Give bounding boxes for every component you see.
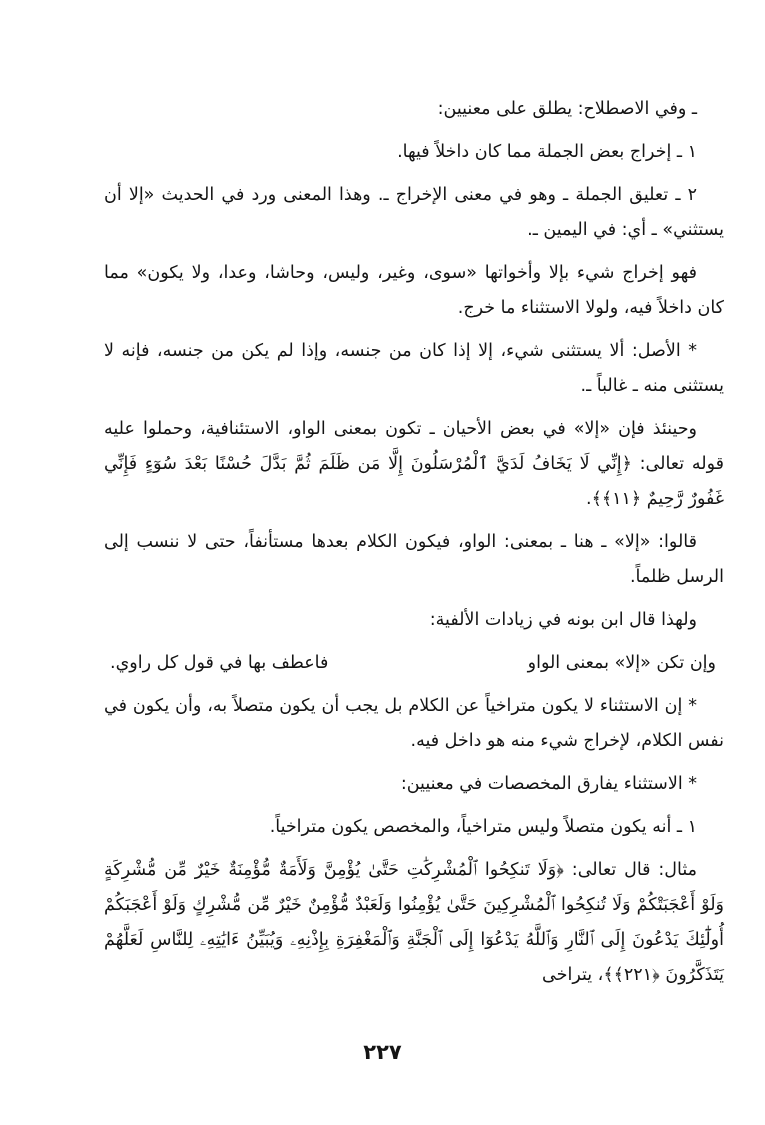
paragraph-definition-intro: ـ وفي الاصطلاح: يطلق على معنيين: — [437, 99, 697, 119]
paragraph-meaning-one: ١ ـ إخراج بعض الجملة مما كان داخلاً فيها. — [397, 142, 697, 162]
paragraph-example: مثال: قال تعالى: ﴿وَلَا تَنكِحُوا ٱلْمُشْرِكَٰتِ حَتَّىٰ يُؤْمِنَّ وَلَأَمَةٌ مُّؤْمِنَةٌ خَيْرٌ مِّن مُّشْرِكَةٍ وَلَوْ أَعْجَبَتْكُمْ وَلَا تُنكِحُوا ٱلْمُشْرِكِينَ حَتَّىٰ يُؤْمِنُوا وَلَعَبْدٌ مُّؤْمِنٌ خَيْرٌ مِّن مُّشْرِكٍ وَلَوْ أَعْجَبَكُمْ أُولَٰٓئِكَ يَدْعُونَ إِلَى ٱلنَّارِ وَٱللَّهُ يَدْعُوٓا إِلَى ٱلْجَنَّةِ وَٱلْمَغْفِرَةِ بِإِذْنِهِۦ وَيُبَيِّنُ ءَايَٰتِهِۦ لِلنَّاسِ لَعَلَّهُمْ يَتَذَكَّرُونَ ﴿٢٢١﴾﴾، يتراخى — [104, 860, 724, 985]
paragraph-said-illa: قالوا: «إلا» ـ هنا ـ بمعنى: الواو، فيكون الكلام بعدها مستأنفاً، حتى لا ننسب إلى الرسل ظلماً. — [104, 532, 724, 587]
paragraph-connection-rule: * إن الاستثناء لا يكون متراخياً عن الكلام بل يجب أن يكون متصلاً به، وأن يكون في نفس الكلام، لإخراج شيء منه هو داخل فيه. — [104, 696, 724, 751]
verse-second-hemistich: فاعطف بها في قول كل راوي. — [110, 653, 329, 673]
poetry-verse — [104, 646, 724, 681]
page-body — [104, 92, 724, 993]
paragraph-meaning-two: ٢ ـ تعليق الجملة ـ وهو في معنى الإخراج ـ. وهذا المعنى ورد في الحديث «إلا أن يستثني» ـ أي: في اليمين ـ. — [104, 185, 724, 240]
paragraph-ibn-bunah: ولهذا قال ابن بونه في زيادات الألفية: — [429, 610, 697, 630]
paragraph-illa-waw: وحينئذ فإن «إلا» في بعض الأحيان ـ تكون بمعنى الواو، الاستئنافية، وحملوا عليه قوله تعالى: ﴿إِنِّي لَا يَخَافُ لَدَيَّ ٱلْمُرْسَلُونَ إِلَّا مَن ظَلَمَ ثُمَّ بَدَّلَ حُسْنًا بَعْدَ سُوٓءٍ فَإِنِّي غَفُورٌ رَّحِيمٌ ﴿١١﴾﴾. — [104, 419, 724, 509]
paragraph-differences-heading: * الاستثناء يفارق المخصصات في معنيين: — [400, 774, 697, 794]
verse-first-hemistich: وإن تكن «إلا» بمعنى الواو — [527, 653, 716, 673]
paragraph-difference-one: ١ ـ أنه يكون متصلاً وليس متراخياً، والمخصص يكون متراخياً. — [269, 817, 697, 837]
page-number: ٢٢٧ — [363, 1040, 402, 1064]
paragraph-exception-tools: فهو إخراج شيء بإلا وأخواتها «سوى، وغير، وليس، وحاشا، وعدا، ولا يكون» مما كان داخلاً فيه، ولولا الاستثناء ما خرج. — [104, 263, 724, 318]
paragraph-principle: * الأصل: ألا يستثنى شيء، إلا إذا كان من جنسه، وإذا لم يكن من جنسه، فإنه لا يستثنى منه ـ غالباً ـ. — [104, 341, 724, 396]
